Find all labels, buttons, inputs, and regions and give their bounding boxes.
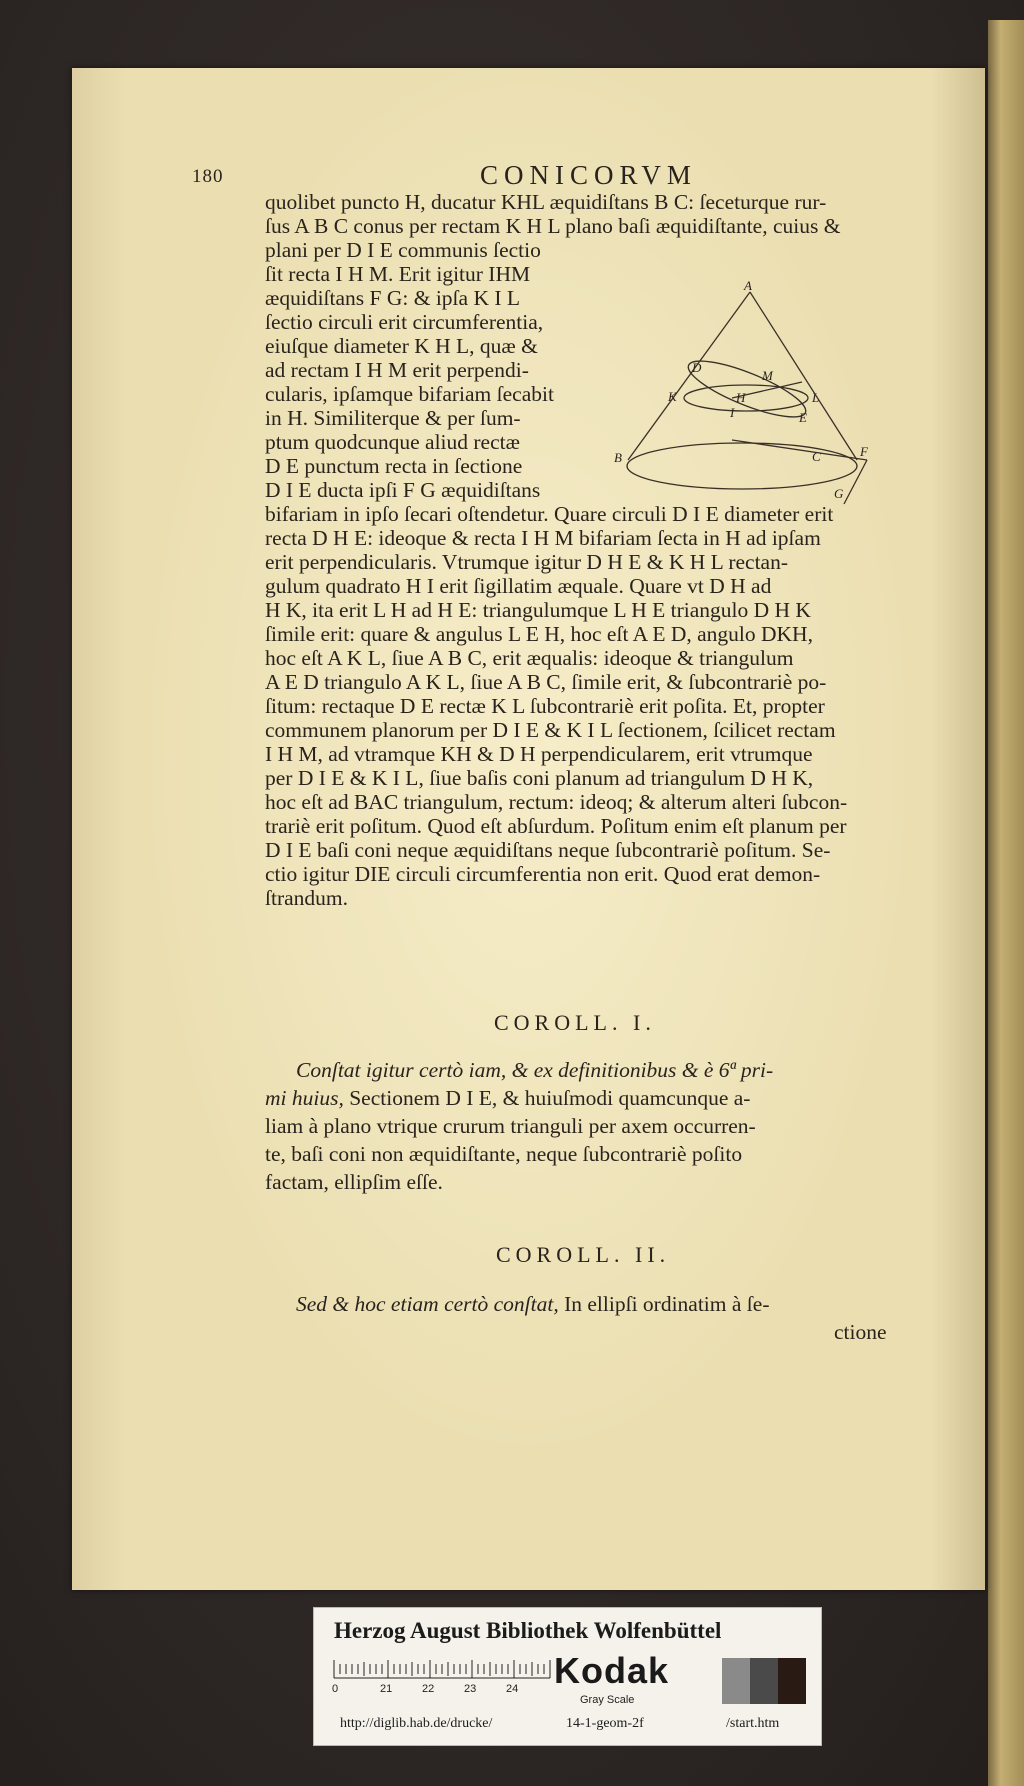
cone-base-ellipse: [627, 443, 857, 489]
label-f: F: [860, 444, 868, 459]
label-i: I: [730, 405, 735, 420]
library-name: Herzog August Bibliothek Wolfenbüttel: [334, 1618, 722, 1643]
corollary-1-line-3: liam à plano vtrique crurum trianguli per axem occurren-: [265, 1114, 756, 1138]
gray-patch: [722, 1658, 750, 1704]
text-line: I H M, ad vtramque KH & D H perpendicularem, erit vtrumque: [265, 742, 813, 766]
adjacent-page-edge: [988, 20, 1024, 1786]
text-line: communem planorum per D I E & K I L ſectionem, ſcilicet rectam: [265, 718, 836, 742]
ruler-number: 22: [422, 1683, 435, 1694]
corollary-2-heading: COROLL. II.: [496, 1242, 671, 1267]
catchword: ctione: [834, 1320, 887, 1344]
label-b: B: [614, 450, 622, 465]
text-line: recta D H E: ideoque & recta I H M bifariam ſecta in H ad ipſam: [265, 526, 821, 550]
corollary-1-line-5: factam, ellipſim eſſe.: [265, 1170, 443, 1194]
corollary-2-line-1: [296, 1292, 769, 1316]
page-number: 180: [192, 166, 224, 187]
text-line: D I E baſi coni neque æquidiſtans neque ſubcontrariè poſitum. Se-: [265, 838, 831, 862]
label-k: K: [668, 389, 677, 404]
gray-patch: [778, 1658, 806, 1704]
ruler-number: 21: [380, 1683, 393, 1694]
text-line: eiuſque diameter K H L, quæ &: [265, 334, 538, 358]
library-label-card: [313, 1607, 822, 1746]
text-line: erit perpendicularis. Vtrumque igitur D H E & K H L rectan-: [265, 550, 789, 574]
text-line: ſit recta I H M. Erit igitur IHM: [265, 262, 531, 286]
corollary-1-italic-continuation: mi huius,: [265, 1086, 344, 1110]
url-part-3: /start.htm: [726, 1716, 780, 1731]
text-line: plani per D I E communis ſectio: [265, 238, 541, 262]
text-line: ſectio circuli erit circumferentia,: [265, 310, 544, 334]
text-line: ctio igitur DIE circuli circumferentia non erit. Quod erat demon-: [265, 862, 821, 886]
ruler-number: 23: [464, 1683, 477, 1694]
text-line: per D I E & K I L, ſiue baſis coni planum ad triangulum D H K,: [265, 766, 814, 790]
url-part-2: 14-1-geom-2f: [566, 1716, 644, 1731]
label-d: D: [692, 360, 702, 375]
text-line: in H. Similiterque & per ſum-: [265, 406, 521, 430]
label-a: A: [744, 280, 752, 293]
text-line: ſitum: rectaque D E rectæ K L ſubcontrariè erit poſita. Et, propter: [265, 694, 825, 718]
text-line: H K, ita erit L H ad H E: triangulumque L H E triangulo D H K: [265, 598, 811, 622]
corollary-1-line-4: te, baſi coni non æquidiſtante, neque ſubcontrariè poſito: [265, 1142, 743, 1166]
label-c: C: [812, 449, 821, 464]
label-e: E: [799, 410, 807, 425]
text-line: ſimile erit: quare & angulus L E H, hoc eſt A E D, angulo DKH,: [265, 622, 813, 646]
corollary-1-italic-lead: Conſtat igitur certò iam, & ex definitionibus & è 6ª pri-: [296, 1058, 774, 1082]
text-line: hoc eſt A K L, ſiue A B C, erit æqualis: ideoque & triangulum: [265, 646, 794, 670]
text-line: ſtrandum.: [265, 886, 348, 910]
circle-section-kl: [684, 385, 808, 411]
text-line: D I E ducta ipſi F G æquidiſtans: [265, 478, 541, 502]
gray-scale-patches: [722, 1658, 806, 1704]
text-line: ſus A B C conus per rectam K H L plano baſi æquidiſtante, cuius &: [265, 214, 841, 238]
text-line: trariè erit poſitum. Quod eſt abſurdum. Poſitum enim eſt planum per: [265, 814, 847, 838]
corollary-1-line-2: [265, 1086, 750, 1110]
label-g: G: [834, 486, 844, 501]
corollary-1-heading: COROLL. I.: [494, 1010, 656, 1035]
line-fg: [844, 460, 867, 504]
corollary-2-italic-lead: Sed & hoc etiam certò conſtat,: [296, 1292, 559, 1316]
scale-ruler: [332, 1658, 557, 1694]
cone-side-left: [628, 292, 750, 460]
running-head: CONICORVM: [480, 160, 697, 190]
text-line: quolibet puncto H, ducatur KHL æquidiſtans B C: ſeceturque rur-: [265, 190, 827, 214]
text-line: bifariam in ipſo ſecari oſtendetur. Quare circuli D I E diameter erit: [265, 502, 834, 526]
text-line: æquidiſtans F G: & ipſa K I L: [265, 286, 521, 310]
text-line: A E D triangulo A K L, ſiue A B C, ſimile erit, & ſubcontrariè po-: [265, 670, 827, 694]
corollary-2-line-1-rest: In ellipſi ordinatim à ſe-: [564, 1292, 770, 1316]
text-line: D E punctum recta in ſectione: [265, 454, 523, 478]
label-l: L: [812, 390, 820, 405]
gray-patch: [750, 1658, 778, 1704]
cone-figure: [612, 280, 882, 520]
ruler-number: 0: [332, 1683, 339, 1694]
corollary-1-line-1: [296, 1058, 773, 1082]
gray-scale-label: Gray Scale: [580, 1694, 635, 1706]
ruler-number: 24: [506, 1683, 519, 1694]
text-line: gulum quadrato H I erit ſigillatim æquale. Quare vt D H ad: [265, 574, 772, 598]
text-line: cularis, ipſamque bifariam ſecabit: [265, 382, 554, 406]
url-part-1: http://diglib.hab.de/drucke/: [340, 1716, 493, 1731]
kodak-logo: Kodak: [554, 1650, 670, 1691]
text-line: ptum quodcunque aliud rectæ: [265, 430, 520, 454]
label-m: M: [762, 368, 773, 383]
text-line: ad rectam I H M erit perpendi-: [265, 358, 529, 382]
text-line: hoc eſt ad BAC triangulum, rectum: ideoq; & alterum alteri ſubcon-: [265, 790, 848, 814]
corollary-1-line-2-rest: Sectionem D I E, & huiuſmodi quamcunque a-: [349, 1086, 751, 1110]
label-h: H: [736, 390, 746, 405]
